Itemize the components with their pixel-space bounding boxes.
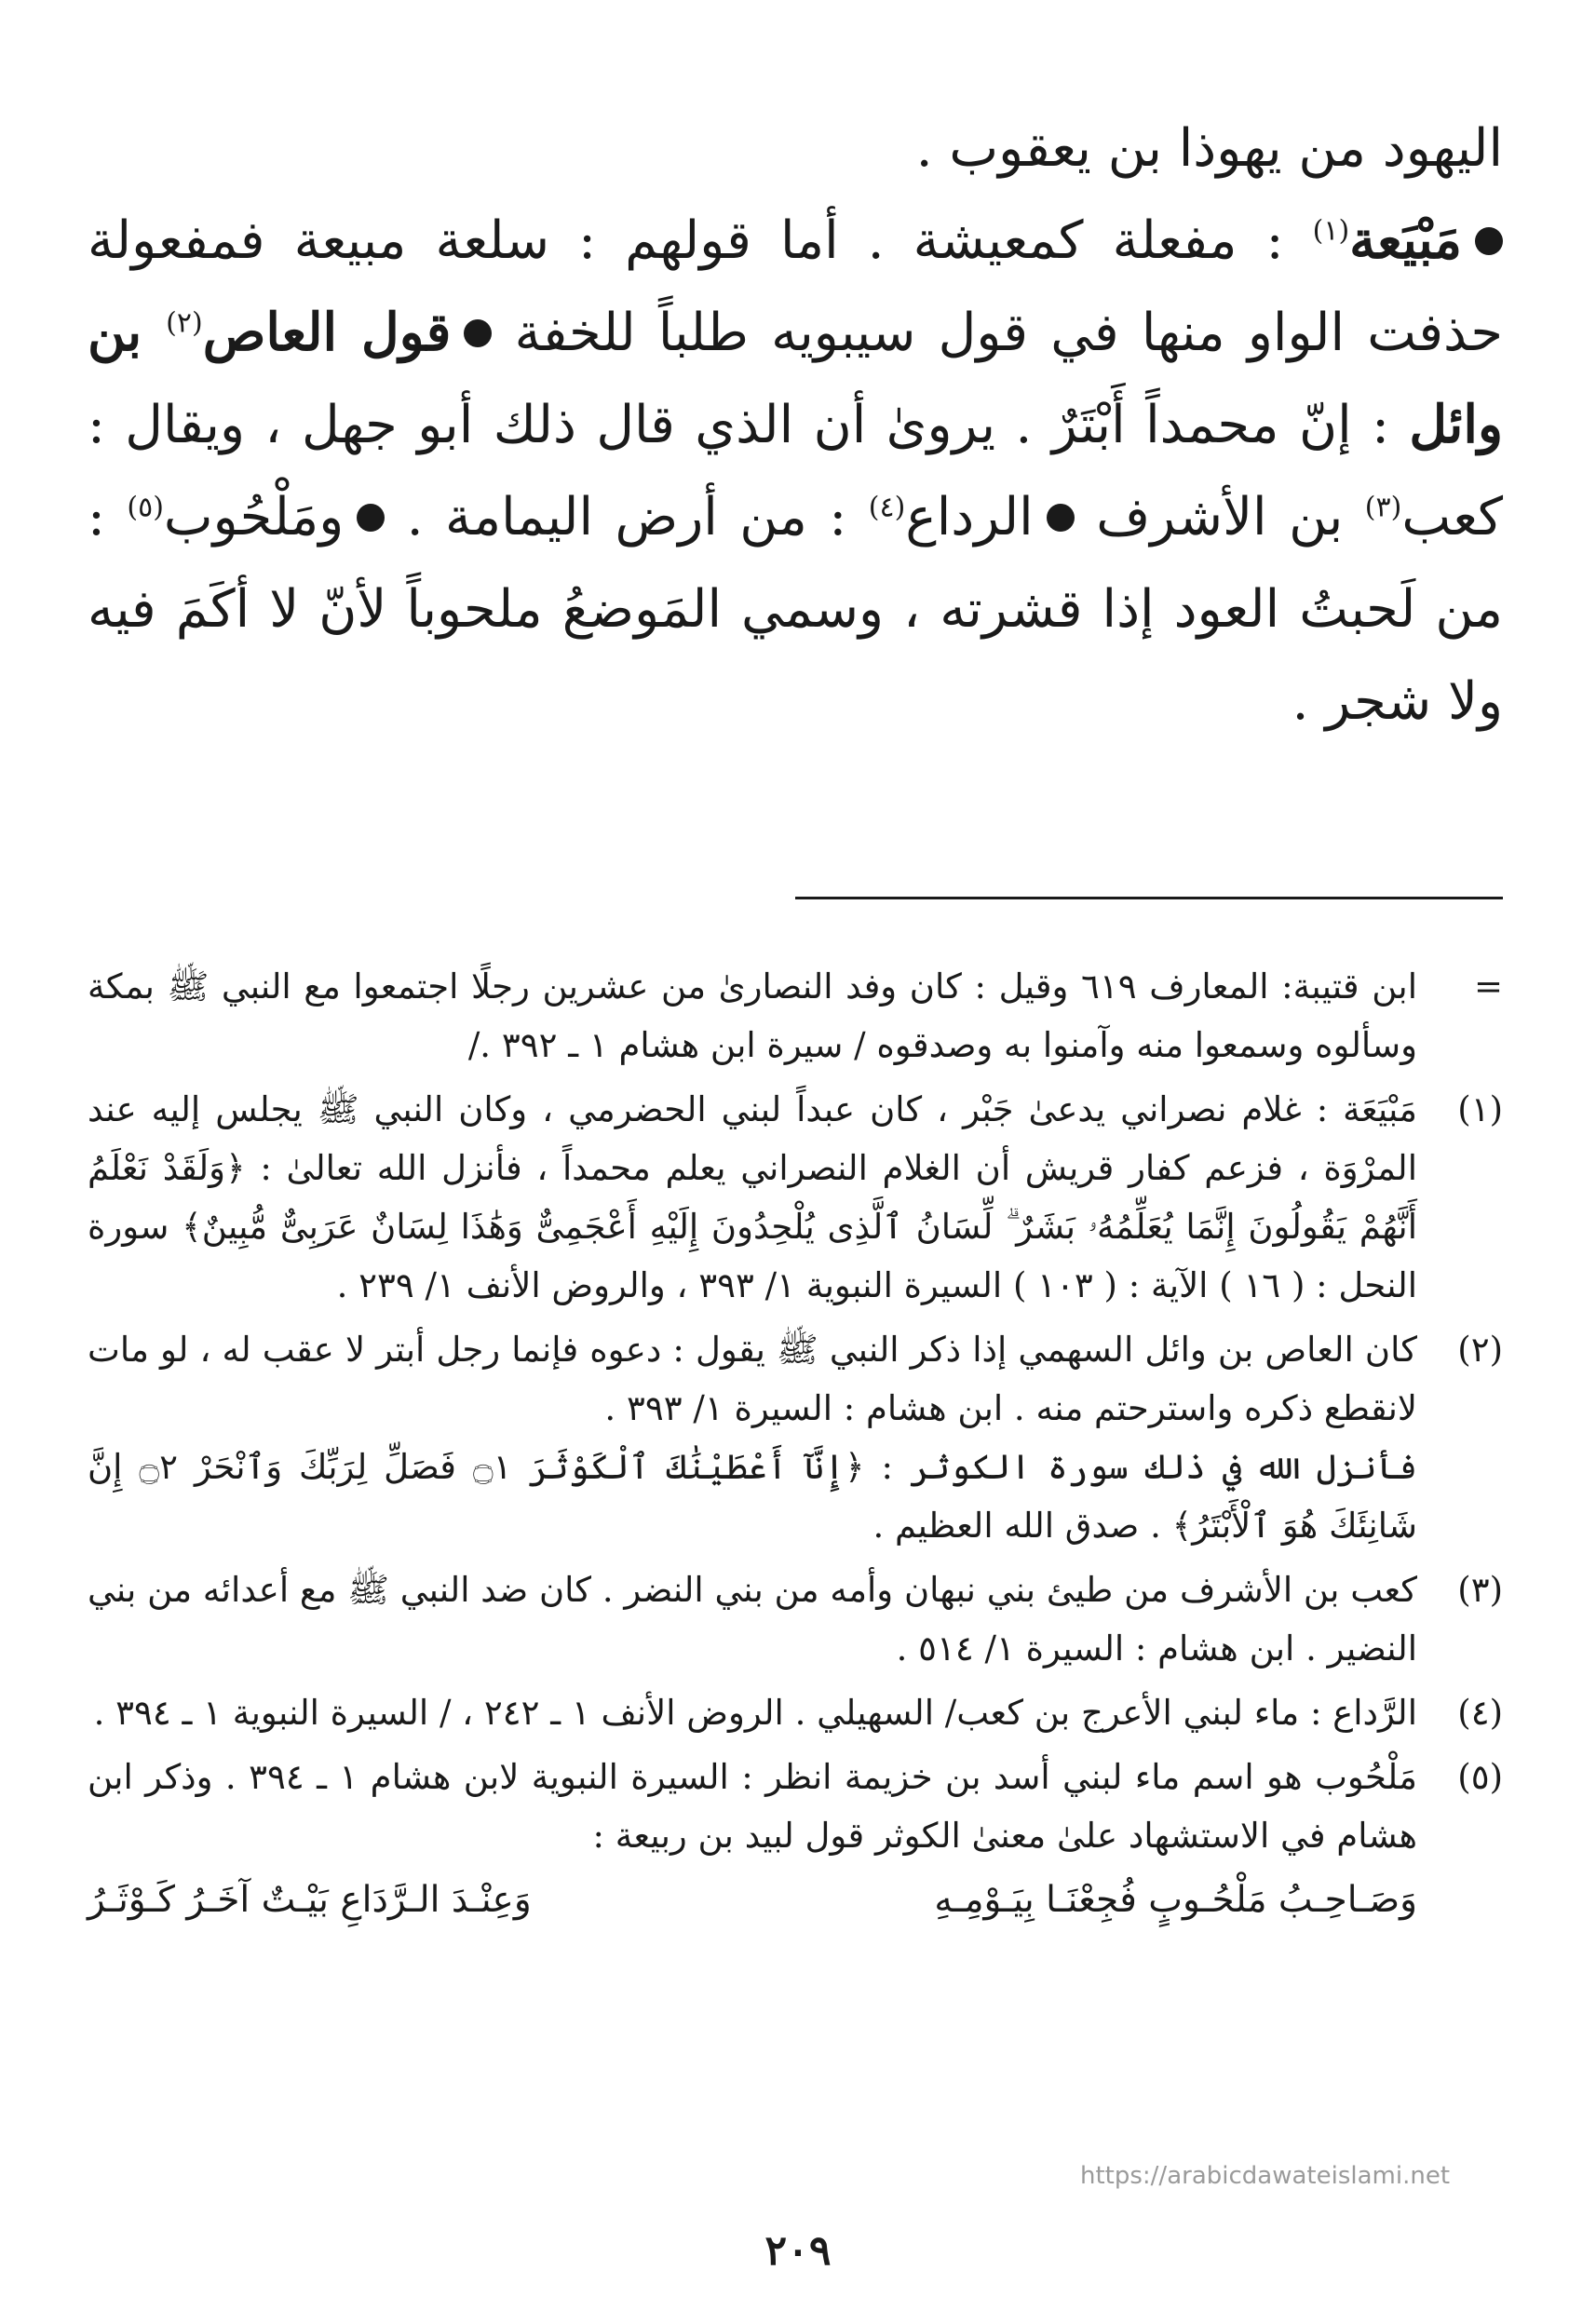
page-number: ٢٠٩ bbox=[764, 2227, 832, 2275]
entry-text: : مفعلة كمعيشة . أما قولهم : سلعة مبيعة فمفعولة حذفت الواو منها في قول سيبويه طلباً للخفة bbox=[88, 210, 1503, 363]
footnote-number: (٢) bbox=[1457, 1330, 1503, 1370]
footnotes bbox=[88, 957, 1503, 1929]
entry-head: الرداع bbox=[905, 487, 1034, 547]
entry-text: : إنّ محمداً أَبْتَرٌ . يروىٰ أن الذي قال ذلك أبو جهل ، ويقال : كعب bbox=[88, 395, 1504, 547]
verse-hemistich: وَعِنْـدَ الـرَّدَاعِ بَيْـتٌ آخَـرُ كَـوْثَـرُ bbox=[88, 1879, 532, 1921]
footnote-ref[interactable]: (٥) bbox=[127, 491, 164, 524]
footnote-text: ابن قتيبة: المعارف ٦١٩ وقيل : كان وفد النصارىٰ من عشرين رجلًا اجتمعوا مع النبي ﷺ بمكة وسألوه وسمعوا منه وآمنوا به وصدقوه / سيرة ابن هشام ١ ـ ٣٩٢ ./ bbox=[88, 966, 1417, 1065]
bullet-icon bbox=[1475, 227, 1503, 255]
bullet-icon bbox=[464, 319, 492, 347]
footnote-continued bbox=[88, 957, 1503, 1074]
main-text bbox=[88, 102, 1503, 748]
footnote-text: كان العاص بن وائل السهمي إذا ذكر النبي ﷺ يقول : دعوه فإنما رجل أبتر لا عقب له ، لو مات لانقطع ذكره واسترحتم منه . ابن هشام : السيرة ١/ ٣٩٣ . bbox=[88, 1330, 1417, 1428]
poetry-verse bbox=[88, 1871, 1503, 1929]
footnote-number: (١) bbox=[1457, 1089, 1503, 1129]
entry-head: ومَلْحُوب bbox=[163, 487, 345, 547]
verse-hemistich: وَصَـاحِـبُ مَلْحُـوبٍ فُجِعْنَـا بِيَـوْمِـهِ bbox=[934, 1879, 1417, 1921]
entry-text: : من لَحبتُ العود إذا قشرته ، وسمي المَوضعُ ملحوباً لأنّ لا أكَمَ فيه ولا شجر . bbox=[88, 487, 1503, 732]
entry-head: مَبْيَعة bbox=[1349, 209, 1462, 271]
watermark-url: https://arabicdawateislami.net bbox=[1080, 2162, 1451, 2190]
footnote-5 bbox=[88, 1748, 1503, 1865]
footnote-text: فأنزل الله في ذلك سورة الكوثر : ﴿إِنَّآ أَعْطَيْنَٰكَ ٱلْكَوْثَرَ ۝١ فَصَلِّ لِرَبِّكَ وَٱنْحَرْ ۝٢ إِنَّ شَانِئَكَ هُوَ ٱلْأَبْتَرُ﴾ . صدق الله العظيم . bbox=[88, 1447, 1418, 1546]
footnote-4 bbox=[88, 1683, 1503, 1742]
bullet-icon bbox=[1047, 504, 1075, 532]
entry-head: بن وائل bbox=[88, 302, 1503, 455]
footnote-divider bbox=[795, 897, 1503, 899]
main-paragraph bbox=[88, 195, 1503, 748]
bullet-icon bbox=[357, 504, 385, 532]
footnote-ref[interactable]: (٣) bbox=[1364, 491, 1402, 524]
entry-head: قول العاص bbox=[202, 302, 452, 363]
footnote-2 bbox=[88, 1320, 1503, 1555]
footnote-ref[interactable]: (٢) bbox=[166, 306, 203, 340]
entry-text: : من أرض اليمامة . bbox=[385, 487, 869, 547]
footnote-3 bbox=[88, 1561, 1503, 1678]
footnote-ref[interactable]: (٤) bbox=[868, 491, 906, 524]
footnote-text: مَبْيَعَة : غلام نصراني يدعىٰ جَبْر ، كان عبداً لبني الحضرمي ، وكان النبي ﷺ يجلس إليه عند المرْوَة ، فزعم كفار قريش أن الغلام النصراني يعلم محمداً ، فأنزل الله تعالىٰ : ﴿وَلَقَدْ نَعْلَمُ أَنَّهُمْ يَقُولُونَ إِنَّمَا يُعَلِّمُهُۥ بَشَرٌ ۗ لِّسَانُ ٱلَّذِى يُلْحِدُونَ إِلَيْهِ أَعْجَمِىٌّ وَهَٰذَا لِسَانٌ عَرَبِىٌّ مُّبِينٌ﴾ سورة النحل : ( ١٦ ) الآية : ( ١٠٣ ) السيرة النبوية ١/ ٣٩٣ ، والروض الأنف ١/ ٢٣٩ . bbox=[88, 1089, 1417, 1305]
footnote-number: = bbox=[1473, 966, 1503, 1007]
footnote-number: (٣) bbox=[1457, 1570, 1503, 1610]
entry-text: بن الأشرف bbox=[1074, 487, 1365, 547]
footnote-text: كعب بن الأشرف من طيئ بني نبهان وأمه من بني النضر . كان ضد النبي ﷺ مع أعدائه من بني النضير . ابن هشام : السيرة ١/ ٥١٤ . bbox=[88, 1570, 1417, 1669]
footnote-number: (٤) bbox=[1457, 1693, 1503, 1733]
footnote-1 bbox=[88, 1080, 1503, 1315]
main-line-1: اليهود من يهوذا بن يعقوب . bbox=[915, 118, 1503, 179]
footnote-text: مَلْحُوب هو اسم ماء لبني أسد بن خزيمة انظر : السيرة النبوية لابن هشام ١ ـ ٣٩٤ . وذكر ابن هشام في الاستشهاد علىٰ معنىٰ الكوثر قول لبيد بن ربيعة : bbox=[88, 1757, 1417, 1856]
footnote-ref[interactable]: (١) bbox=[1312, 214, 1350, 248]
footnote-number: (٥) bbox=[1457, 1757, 1503, 1797]
footnote-text: الرَّداع : ماء لبني الأعرج بن كعب/ السهيلي . الروض الأنف ١ ـ ٢٤٢ ، / السيرة النبوية ١ ـ ٣٩٤ . bbox=[93, 1693, 1417, 1733]
